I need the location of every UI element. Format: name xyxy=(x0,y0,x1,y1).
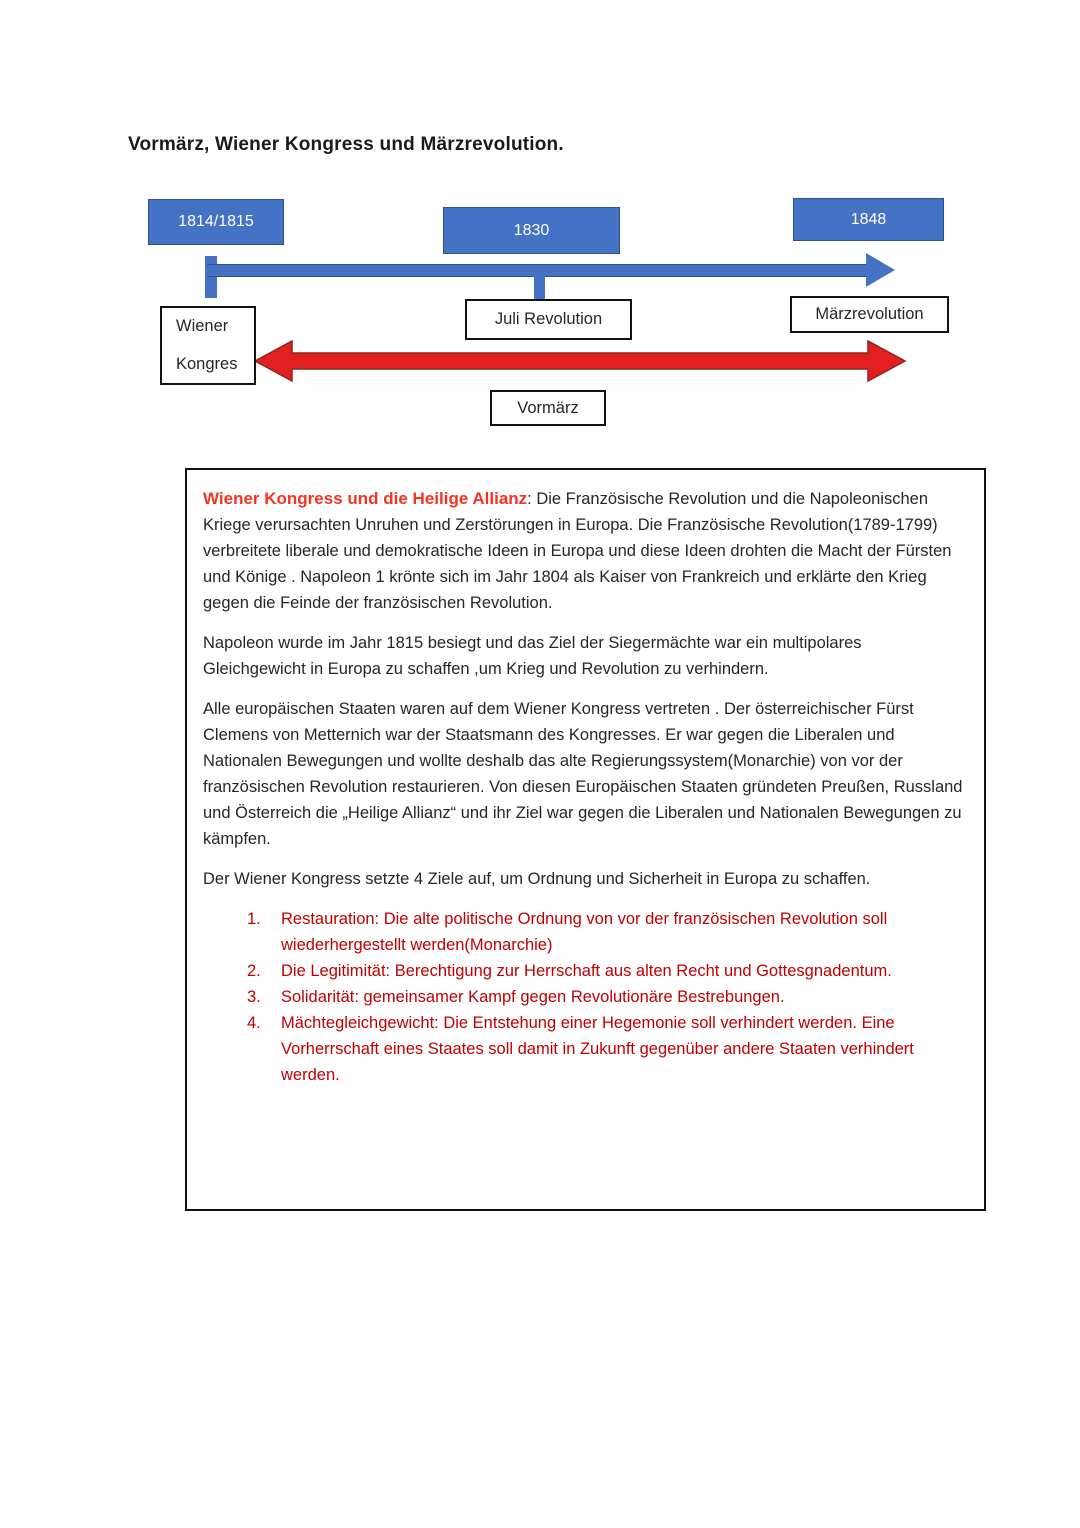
timeline-arrow-head-icon xyxy=(866,253,895,287)
paragraph-4: Der Wiener Kongress setzte 4 Ziele auf, um Ordnung und Sicherheit in Europa zu schaffen. xyxy=(203,870,871,888)
goal-number: 1. xyxy=(247,910,261,928)
goal-number: 2. xyxy=(247,962,261,980)
event-box-maerzrevolution xyxy=(790,296,949,333)
event-label-line1: Wiener xyxy=(176,317,229,335)
year-label: 1848 xyxy=(850,210,887,228)
goal-number: 4. xyxy=(247,1014,261,1032)
event-box-juli-revolution xyxy=(465,299,632,340)
page-title: Vormärz, Wiener Kongress und Märzrevolution. xyxy=(128,134,564,155)
paragraph-1 xyxy=(203,486,966,616)
year-box-1814-1815 xyxy=(148,199,284,245)
paragraph-2: Napoleon wurde im Jahr 1815 besiegt und das Ziel der Siegermächte war ein multipolares Gleichgewicht in Europa zu schaffen ,um Krieg und Revolution zu verhindern. xyxy=(203,634,862,678)
timeline-start-tick xyxy=(205,256,217,298)
goal-text: Restauration: Die alte politische Ordnung von vor der französischen Revolution soll wiederhergestellt werden(Monarchie) xyxy=(281,910,888,954)
paragraph-1-heading: Wiener Kongress und die Heilige Allianz xyxy=(203,489,528,508)
event-box-vormaerz xyxy=(490,390,606,426)
goal-text: Mächtegleichgewicht: Die Entstehung einer Hegemonie soll verhindert werden. Eine Vorherrschaft eines Staates soll damit in Zukunft gegenüber andere Staaten verhindert werden. xyxy=(281,1014,914,1084)
goal-text: Solidarität: gemeinsamer Kampf gegen Revolutionäre Bestrebungen. xyxy=(281,988,785,1006)
goals-list xyxy=(203,906,966,1088)
event-label: Vormärz xyxy=(517,398,579,417)
event-box-wiener-kongress xyxy=(160,306,256,385)
event-label: Juli Revolution xyxy=(494,310,603,328)
event-label-line2: Kongres xyxy=(176,355,238,373)
goal-item-2 xyxy=(247,958,966,984)
year-box-1830 xyxy=(443,207,620,254)
year-label: 1814/1815 xyxy=(178,213,254,230)
goal-item-4 xyxy=(247,1010,966,1088)
paragraph-1-text: : Die Französische Revolution und die Napoleonischen Kriege verursachten Unruhen und Zerstörungen in Europa. Die Französische Revolution(1789-1799) verbreitete liberale und demokratische Ideen in Europa und diese Ideen drohten die Macht der Fürsten und Könige . Napoleon 1 krönte sich im Jahr 1804 als Kaiser von Frankreich und erklärte den Krieg gegen die Feinde der französischen Revolution. xyxy=(203,490,952,612)
goal-number: 3. xyxy=(247,988,261,1006)
year-label: 1830 xyxy=(513,221,550,239)
goal-item-1 xyxy=(247,906,966,958)
event-label: Märzrevolution xyxy=(815,305,924,323)
goal-text: Die Legitimität: Berechtigung zur Herrschaft aus alten Recht und Gottesgnadentum. xyxy=(281,962,892,980)
paragraph-3: Alle europäischen Staaten waren auf dem Wiener Kongress vertreten . Der österreichischer Fürst Clemens von Metternich war der Staatsmann des Kongresses. Er war gegen die Liberalen und Nationalen Bewegungen und wollte deshalb das alte Regierungssystem(Monarchie) von vor der französischen Revolution restaurieren. Von diesen Europäischen Staaten gründeten Preußen, Russland und Österreich die „Heilige Allianz“ und ihr Ziel war gegen die Liberalen und Nationalen Bewegungen zu kämpfen. xyxy=(203,700,963,848)
year-box-1848 xyxy=(793,198,944,241)
content-box xyxy=(185,468,986,1211)
goal-item-3 xyxy=(247,984,966,1010)
vormaerz-double-arrow-icon xyxy=(252,338,908,384)
timeline-mid-connector xyxy=(534,270,545,299)
